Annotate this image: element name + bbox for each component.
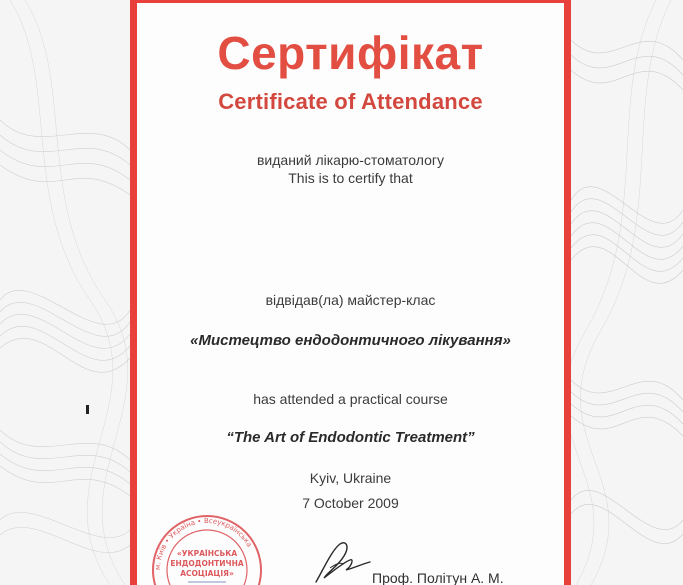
issued-to-ukrainian: виданий лікарю-стоматологу — [256, 152, 445, 168]
course-title-english: “The Art of Endodontic Treatment” — [226, 429, 475, 446]
course-title-ukrainian: «Мистецтво ендодонтичного лікування» — [190, 332, 511, 349]
issued-to-english: This is to certify that — [288, 170, 413, 186]
issue-date: 7 October 2009 — [302, 495, 399, 511]
guilloche-pattern-right — [571, 0, 683, 585]
scan-speck — [86, 405, 89, 414]
attended-english: has attended a practical course — [253, 391, 448, 407]
signer-name: Проф. Політун А. М. — [372, 570, 504, 585]
location: Kyiv, Ukraine — [309, 470, 392, 486]
svg-text:«УКРАЇНСЬКА: «УКРАЇНСЬКА — [176, 549, 238, 558]
certificate-title-ukrainian: Сертифікат — [217, 27, 484, 79]
association-stamp — [148, 508, 266, 585]
svg-text:ЕНДОДОНТИЧНА: ЕНДОДОНТИЧНА — [170, 559, 244, 568]
guilloche-pattern-left — [0, 0, 130, 585]
certificate-title-english: Certificate of Attendance — [218, 89, 483, 114]
attended-ukrainian: відвідав(ла) майстер-клас — [265, 292, 436, 308]
svg-text:м. Київ • Україна • Всеукраїнс: м. Київ • Україна • Всеукраїнська — [153, 516, 254, 571]
handwritten-signature — [310, 538, 380, 585]
svg-text:АСОЦІАЦІЯ»: АСОЦІАЦІЯ» — [180, 569, 234, 578]
